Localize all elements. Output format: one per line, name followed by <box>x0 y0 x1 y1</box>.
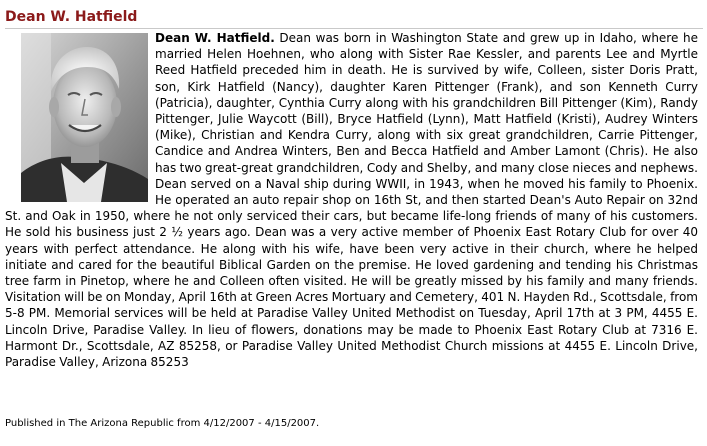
portrait-photo <box>21 33 148 202</box>
obituary-name-lead: Dean W. Hatfield. <box>155 31 275 45</box>
title-divider <box>5 28 703 29</box>
obituary-text <box>5 30 698 370</box>
obituary-body: Dean was born in Washington State and grew up in Idaho, where he married Helen Hoehnen, who along with Sister Rae Kessler, and parents Lee and Myrtle Reed Hatfield preceded him in death. He is survived by wife, Colleen, sister Doris Pratt, son, Kirk Hatfield (Nancy), daughter Karen Pittenger (Frank), and son Kenneth Curry (Patricia), daughter, Cynthia Curry along with his grandchildren Bill Pittenger (Kim), Randy Pittenger, Julie Waycott (Bill), Bryce Hatfield (Lynn), Matt Hatfield (Kristi), Audrey Winters (Mike), Christian and Kendra Curry, along with six great grandchildren, Carrie Pittenger, Candice and Andrea Winters, Ben and Becca Hatfield and Amber Lamont (Chris). He also has two great-great grandchildren, Cody and Shelby, and many close nieces and nephews. Dean served on a Naval ship during WWII, in 1943, when he moved his family to Phoenix. He operated an auto repair shop on 16th St, and then started Dean's Auto Repair on 32nd St. and Oak in 1950, where he not only serviced their cars, but became life-long friends of many of his customers. He sold his business just 2 ½ years ago. Dean was a very active member of Phoenix East Rotary Club for over 40 years with perfect attendance. He along with his wife, have been very active in their church, where he helped initiate and cared for the beautiful Biblical Garden on the premise. He loved gardening and tending his Christmas tree farm in Pinetop, where he and Colleen often visited. He will be greatly missed by his family and many friends. Visitation will be on Monday, April 16th at Green Acres Mortuary and Cemetery, 401 N. Hayden Rd., Scottsdale, from 5-8 PM. Memorial services will be held at Paradise Valley United Methodist on Tuesday, April 17th at 3 PM, 4455 E. Lincoln Drive, Paradise Valley. In lieu of flowers, donations may be made to Phoenix East Rotary Club at 7316 E. Harmont Dr., Scottsdale, AZ 85258, or Paradise Valley United Methodist Church missions at 4455 E. Lincoln Drive, Paradise Valley, Arizona 85253 <box>5 31 698 370</box>
obituary-title: Dean W. Hatfield <box>5 9 138 25</box>
publication-note: Published in The Arizona Republic from 4/12/2007 - 4/15/2007. <box>5 418 320 429</box>
